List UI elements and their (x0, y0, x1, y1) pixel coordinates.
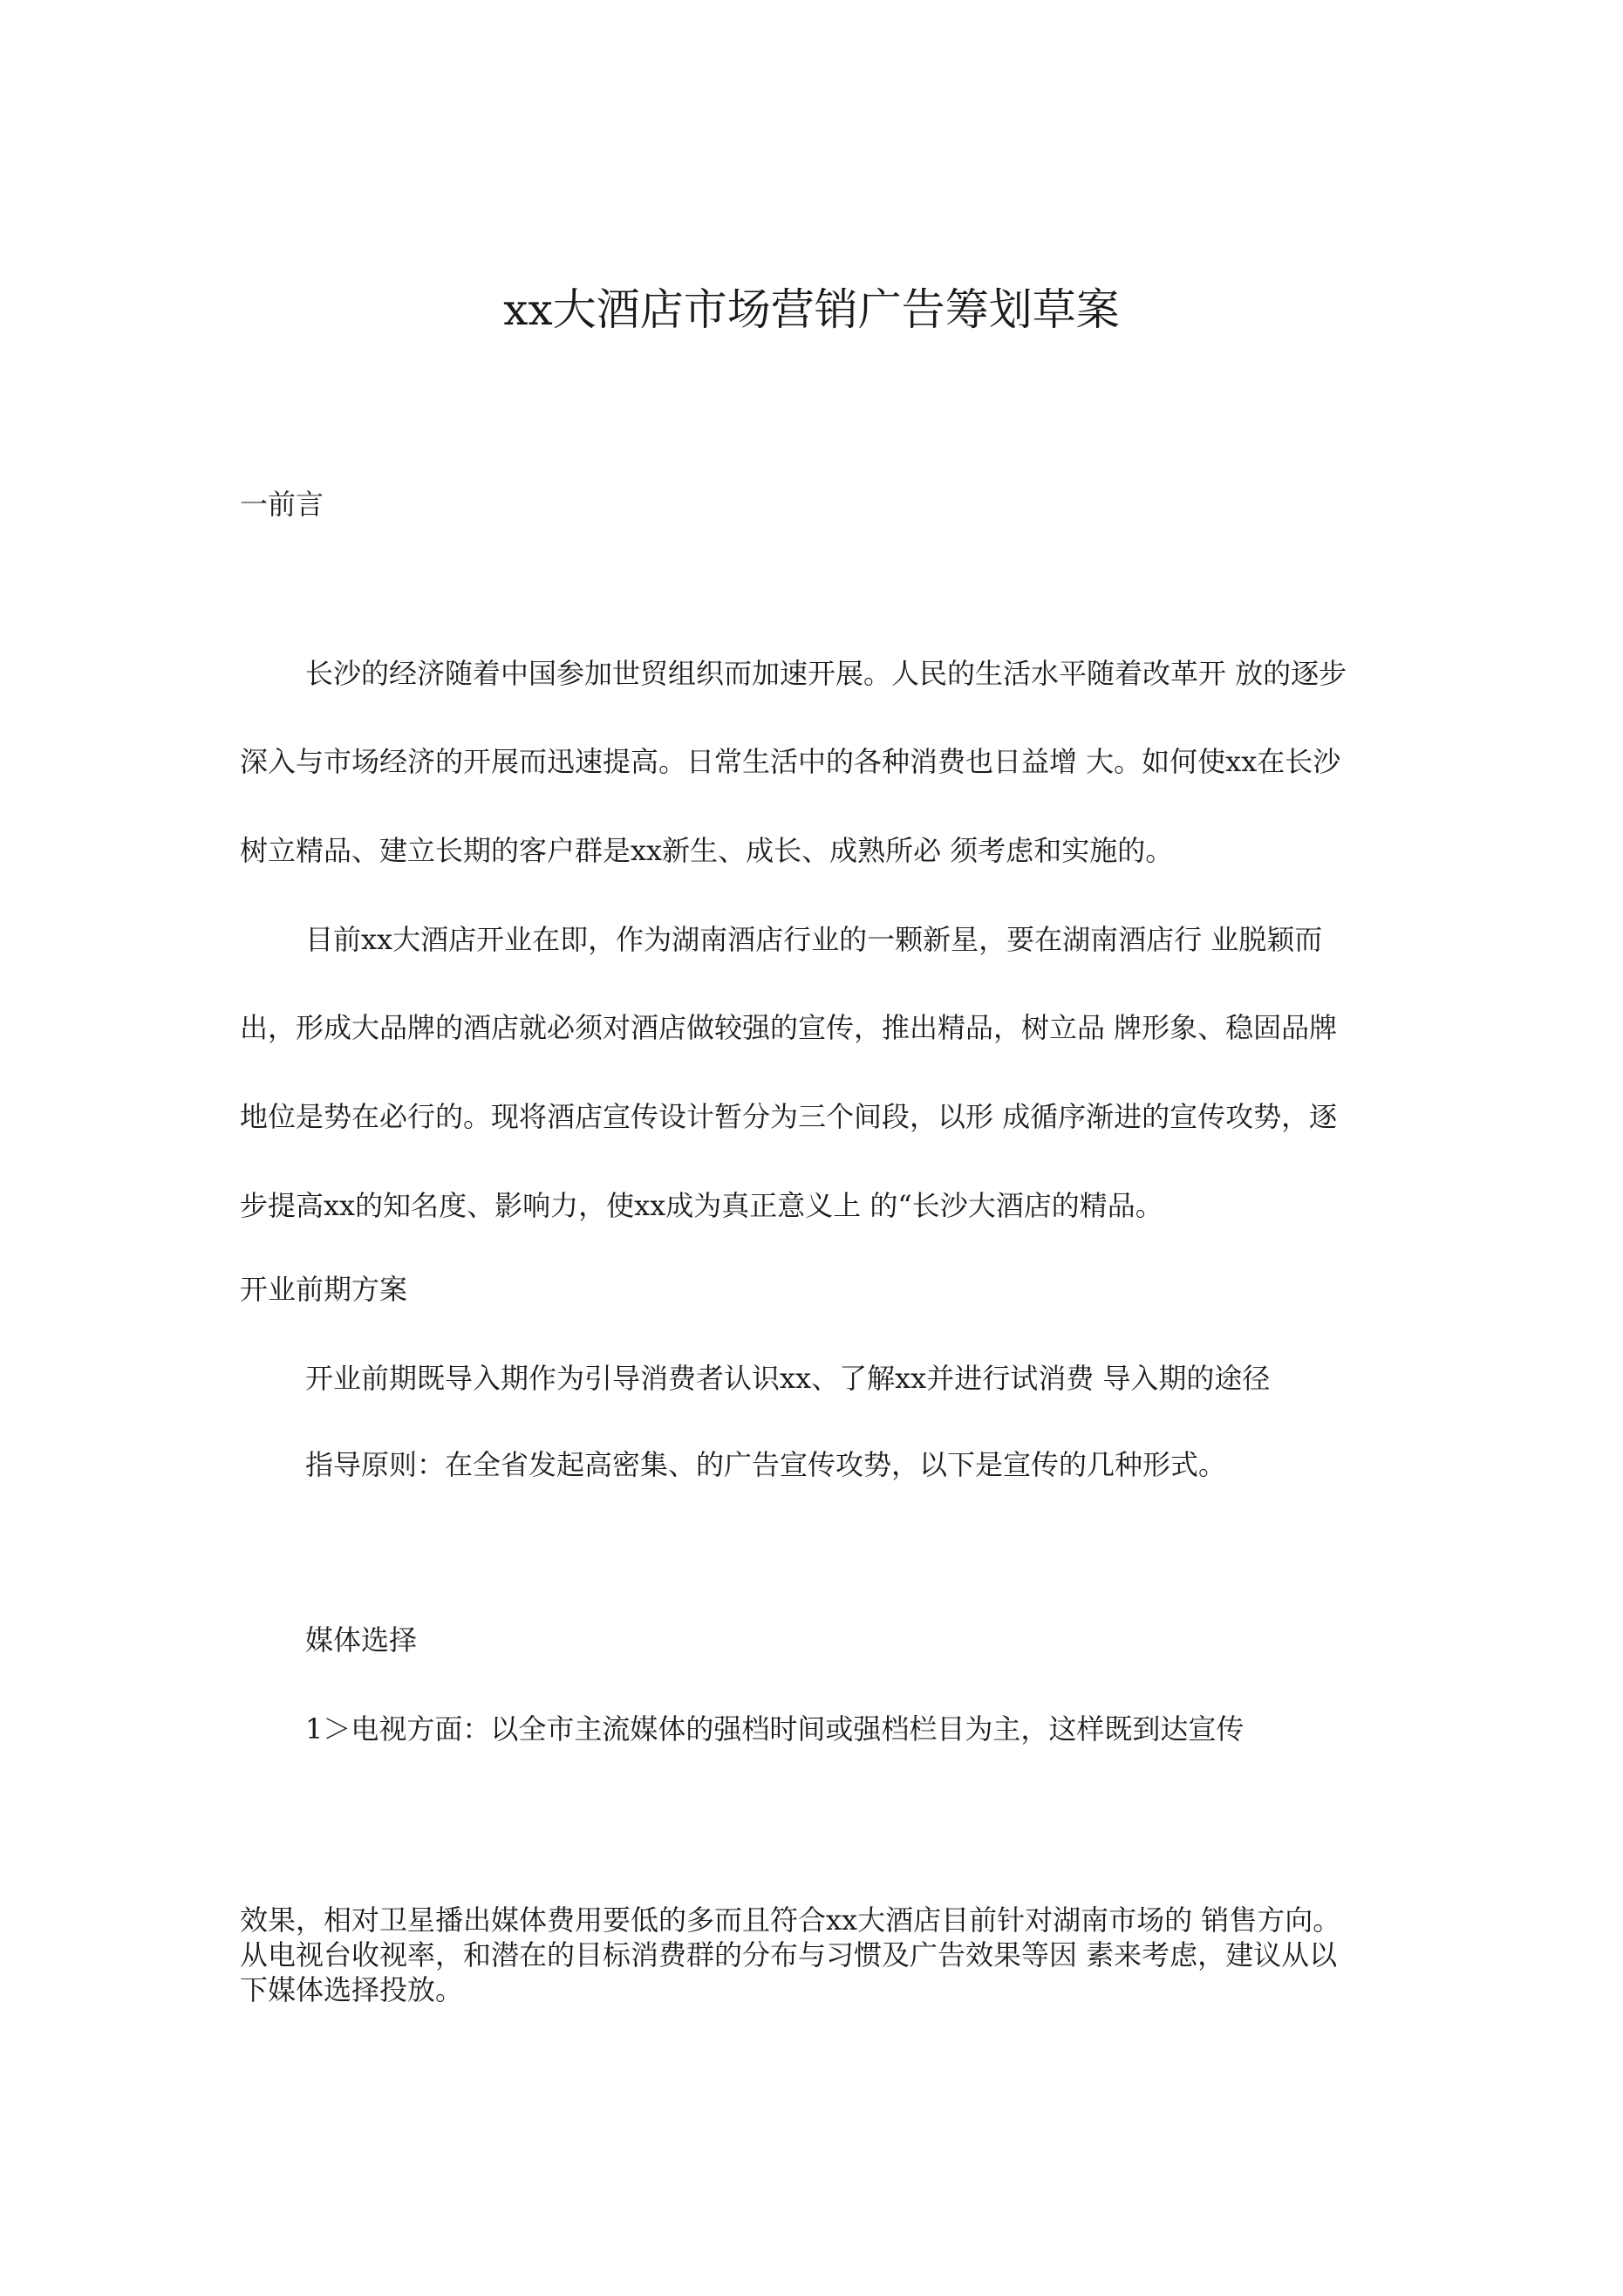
para-effect-line-1: 效果，相对卫星播出媒体费用要低的多而且符合xx大酒店目前针对湖南市场的 销售方向。 (240, 1903, 1341, 1937)
para-effect-line-3: 下媒体选择投放。 (240, 1973, 464, 2006)
line-principle: 指导原则：在全省发起高密集、的广告宣传攻势，以下是宣传的几种形式。 (305, 1448, 1227, 1481)
heading-media: 媒体选择 (305, 1623, 418, 1657)
para2-line-2: 出，形成大品牌的酒店就必须对酒店做较强的宣传，推出精品，树立品 牌形象、稳固品牌 (240, 1011, 1338, 1044)
heading-preopening: 开业前期方案 (240, 1273, 408, 1306)
line-tv: 1＞电视方面：以全市主流媒体的强档时间或强档栏目为主，这样既到达宣传 (305, 1712, 1245, 1746)
para1-line-1: 长沙的经济随着中国参加世贸组织而加速开展。人民的生活水平随着改革开 放的逐步 (305, 657, 1347, 690)
para1-line-3: 树立精品、建立长期的客户群是xx新生、成长、成熟所必 须考虑和实施的。 (240, 834, 1174, 867)
line-intro-period: 开业前期既导入期作为引导消费者认识xx、了解xx并进行试消费 导入期的途径 (305, 1362, 1271, 1395)
para2-line-3: 地位是势在必行的。现将酒店宣传设计暂分为三个间段，以形 成循序渐进的宣传攻势，逐 (240, 1100, 1338, 1133)
para2-line-4: 步提高xx的知名度、影响力，使xx成为真正意义上 的“长沙大酒店的精品。 (240, 1189, 1163, 1222)
para2-line-1: 目前xx大酒店开业在即，作为湖南酒店行业的一颗新星，要在湖南酒店行 业脱颖而 (305, 923, 1323, 956)
para-effect (240, 1903, 1404, 2007)
para-effect-line-2: 从电视台收视率，和潜在的目标消费群的分布与习惯及广告效果等因 素来考虑，建议从以 (240, 1938, 1338, 1971)
document-title: xx大酒店市场营销广告筹划草案 (503, 284, 1120, 335)
para1-line-2: 深入与市场经济的开展而迅速提高。日常生活中的各种消费也日益增 大。如何使xx在长沙 (240, 745, 1341, 778)
heading-preface: 一前言 (240, 488, 324, 521)
